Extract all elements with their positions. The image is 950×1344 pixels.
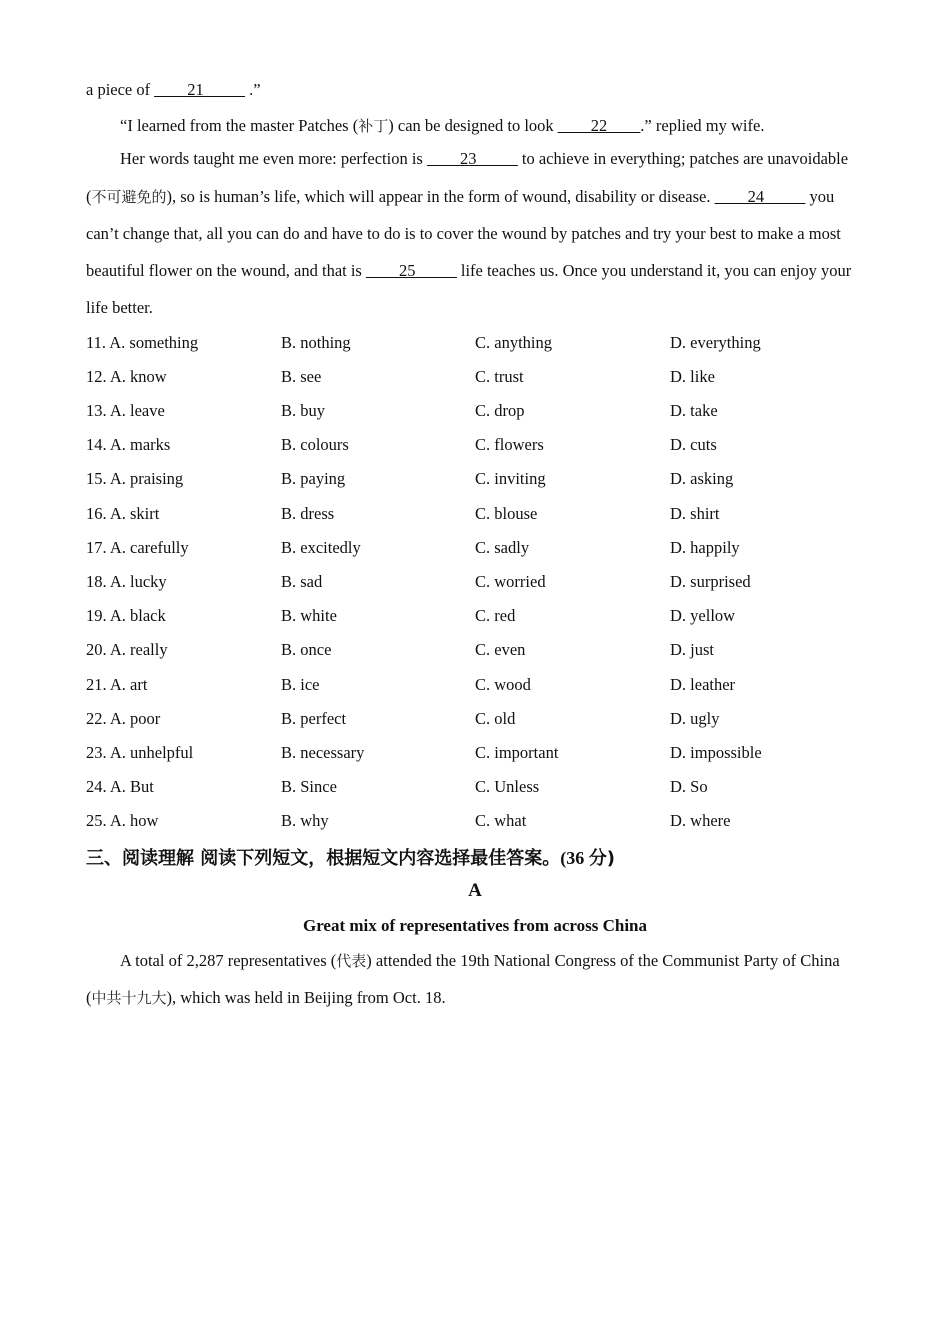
option-a: 11. A. something xyxy=(86,333,199,352)
option-d: D. cuts xyxy=(670,435,717,454)
option-b: B. once xyxy=(281,640,332,659)
option-a: 12. A. know xyxy=(86,367,167,386)
passage-line-1 xyxy=(86,80,261,100)
option-b: B. Since xyxy=(281,777,337,796)
option-d: D. surprised xyxy=(670,572,751,591)
article-title: Great mix of representatives from across China xyxy=(302,916,648,935)
chinese-gloss: 代表 xyxy=(336,952,367,970)
option-c: C. drop xyxy=(475,401,525,420)
option-c: C. trust xyxy=(475,367,524,386)
option-c: C. flowers xyxy=(475,435,544,454)
option-d: D. where xyxy=(670,811,731,830)
option-a: 18. A. lucky xyxy=(86,572,167,591)
text: ), so is human’s life, which will appear in the form of wound, disability or disease. xyxy=(166,187,715,206)
option-d: D. everything xyxy=(670,333,761,352)
option-b: B. ice xyxy=(281,675,320,694)
option-b: B. perfect xyxy=(281,709,347,728)
blank-23: ____23_____ xyxy=(426,149,518,168)
option-b: B. paying xyxy=(281,469,346,488)
chinese-gloss: 补丁 xyxy=(358,117,389,135)
option-a: 13. A. leave xyxy=(86,401,165,420)
option-b: B. sad xyxy=(281,572,323,591)
option-c: C. red xyxy=(475,606,516,625)
option-d: D. like xyxy=(670,367,715,386)
option-c: C. worried xyxy=(475,572,546,591)
blank-25: ____25_____ xyxy=(365,261,457,280)
text: ) can be designed to look xyxy=(388,116,558,135)
article-line-2 xyxy=(86,987,446,1008)
option-b: B. white xyxy=(281,606,337,625)
option-a: 24. A. But xyxy=(86,777,154,796)
option-a: 22. A. poor xyxy=(86,709,161,728)
option-b: B. why xyxy=(281,811,329,830)
blank-24: ____24_____ xyxy=(714,187,806,206)
option-c: C. old xyxy=(475,709,516,728)
section-heading-text: 三、阅读理解 阅读下列短文，根据短文内容选择最佳答案。 xyxy=(86,848,561,869)
option-c: C. blouse xyxy=(475,504,538,523)
text: “I learned from the master Patches ( xyxy=(120,116,359,135)
option-c: C. wood xyxy=(475,675,531,694)
part-label: A xyxy=(468,880,482,901)
option-b: B. excitedly xyxy=(281,538,361,557)
option-d: D. take xyxy=(670,401,718,420)
section-points: (36 xyxy=(560,848,589,868)
chinese-gloss: 中共十九大 xyxy=(91,989,167,1007)
option-b: B. see xyxy=(281,367,322,386)
option-d: D. happily xyxy=(670,538,740,557)
text: to achieve in everything; patches are unavoidable xyxy=(517,149,849,168)
passage-line-6 xyxy=(86,261,851,281)
option-b: B. dress xyxy=(281,504,335,523)
passage-line-5: can’t change that, all you can do and have to do is to cover the wound by patches and try your best to make a most xyxy=(86,224,841,243)
text: Her words taught me even more: perfection is xyxy=(120,149,427,168)
text: ( xyxy=(86,988,92,1007)
text: beautiful flower on the wound, and that is xyxy=(86,261,366,280)
text: life teaches us. Once you understand it, you can enjoy your xyxy=(456,261,852,280)
text: .” replied my wife. xyxy=(640,116,765,135)
option-d: D. ugly xyxy=(670,709,720,728)
option-a: 17. A. carefully xyxy=(86,538,189,557)
option-d: D. So xyxy=(670,777,708,796)
article-line-1 xyxy=(120,950,840,971)
option-d: D. asking xyxy=(670,469,734,488)
passage-line-3 xyxy=(120,149,848,169)
option-c: C. inviting xyxy=(475,469,546,488)
blank-21: ____21_____ xyxy=(154,80,245,99)
option-a: 25. A. how xyxy=(86,811,159,830)
passage-line-7: life better. xyxy=(86,298,153,317)
option-b: B. buy xyxy=(281,401,326,420)
option-d: D. leather xyxy=(670,675,736,694)
option-a: 14. A. marks xyxy=(86,435,171,454)
option-a: 23. A. unhelpful xyxy=(86,743,194,762)
text: a piece of xyxy=(86,80,155,99)
option-a: 21. A. art xyxy=(86,675,148,694)
text: .” xyxy=(245,80,261,99)
chinese-gloss: 不可避免的 xyxy=(91,188,167,206)
option-d: D. just xyxy=(670,640,715,659)
option-b: B. colours xyxy=(281,435,349,454)
text: ) attended the 19th National Congress of the Communist Party of China xyxy=(366,951,840,970)
option-b: B. necessary xyxy=(281,743,365,762)
text: ), which was held in Beijing from Oct. 18. xyxy=(166,988,446,1007)
option-c: C. anything xyxy=(475,333,552,352)
passage-line-2 xyxy=(120,115,764,136)
option-c: C. sadly xyxy=(475,538,530,557)
section-points-unit: 分) xyxy=(588,848,615,869)
blank-22: ____22____ xyxy=(557,116,641,135)
option-d: D. yellow xyxy=(670,606,736,625)
text: you xyxy=(805,187,835,206)
option-a: 15. A. praising xyxy=(86,469,184,488)
option-b: B. nothing xyxy=(281,333,351,352)
option-c: C. even xyxy=(475,640,526,659)
option-c: C. Unless xyxy=(475,777,540,796)
option-d: D. impossible xyxy=(670,743,762,762)
text: A total of 2,287 representatives ( xyxy=(120,951,337,970)
option-c: C. what xyxy=(475,811,527,830)
text: ( xyxy=(86,187,92,206)
option-c: C. important xyxy=(475,743,559,762)
option-a: 19. A. black xyxy=(86,606,166,625)
option-a: 20. A. really xyxy=(86,640,168,659)
option-a: 16. A. skirt xyxy=(86,504,160,523)
passage-line-4 xyxy=(86,186,834,207)
section-heading xyxy=(86,844,615,870)
option-d: D. shirt xyxy=(670,504,720,523)
